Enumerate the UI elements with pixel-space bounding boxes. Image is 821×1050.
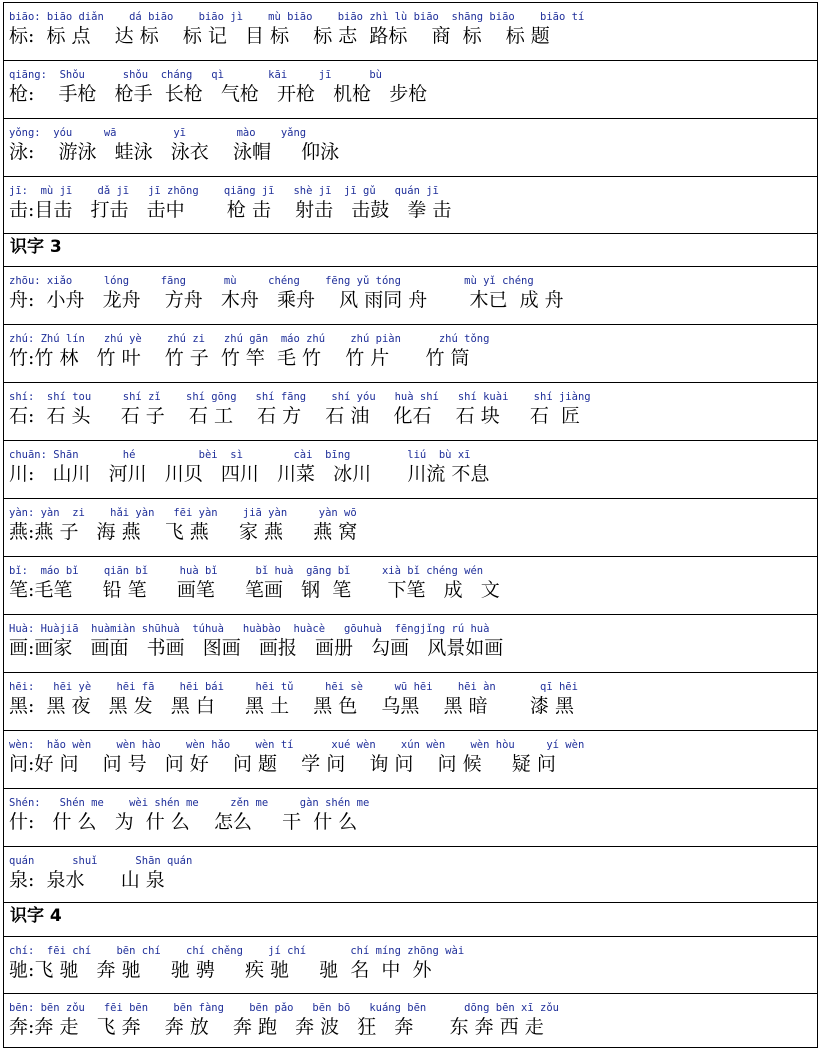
pinyin-line: yǒng: yóu wā yī mào yǎng — [9, 127, 307, 139]
pinyin-line: chuān: Shān hé bèi sì cài bīng liú bù xī — [9, 449, 471, 461]
hanzi-line: 驰:飞 驰 奔 驰 驰 骋 疾 驰 驰 名 中 外 — [9, 959, 432, 981]
vocabulary-table — [3, 2, 818, 1048]
table-row — [3, 614, 818, 672]
pinyin-line: qiāng: Shǒu shǒu cháng qì kāi jī bù — [9, 69, 382, 81]
pinyin-line: bǐ: máo bǐ qiān bǐ huà bǐ bǐ huà gāng bǐ xià bǐ chéng wén — [9, 565, 484, 577]
hanzi-line: 问:好 问 问 号 问 好 问 题 学 问 询 问 问 候 疑 问 — [9, 753, 556, 775]
hanzi-line: 燕:燕 子 海 燕 飞 燕 家 燕 燕 窝 — [9, 521, 358, 543]
hanzi-line: 竹:竹 林 竹 叶 竹 子 竹 竿 毛 竹 竹 片 竹 筒 — [9, 347, 470, 369]
pinyin-line: Huà: Huàjiā huàmiàn shūhuà túhuà huàbào huàcè gōuhuà fēngjǐng rú huà — [9, 623, 490, 635]
table-row — [3, 672, 818, 730]
hanzi-line: 石: 石 头 石 子 石 工 石 方 石 油 化石 石 块 石 匠 — [9, 405, 580, 427]
section-heading: 识字 3 — [10, 237, 62, 257]
hanzi-line: 枪: 手枪 枪手 长枪 气枪 开枪 机枪 步枪 — [9, 83, 428, 105]
table-row — [3, 176, 818, 233]
hanzi-line: 泳: 游泳 蛙泳 泳衣 泳帽 仰泳 — [9, 141, 340, 163]
table-row — [3, 60, 818, 118]
table-row — [3, 936, 818, 993]
hanzi-line: 标: 标 点 达 标 标 记 目 标 标 志 路标 商 标 标 题 — [9, 25, 550, 47]
hanzi-line: 奔:奔 走 飞 奔 奔 放 奔 跑 奔 波 狂 奔 东 奔 西 走 — [9, 1016, 544, 1038]
pinyin-line: zhōu: xiǎo lóng fāng mù chéng fēng yǔ tóng mù yǐ chéng — [9, 275, 534, 287]
table-row — [3, 382, 818, 440]
pinyin-line: hēi: hēi yè hēi fā hēi bái hēi tǔ hēi sè wū hēi hēi àn qī hēi — [9, 681, 578, 693]
pinyin-line: biāo: biāo diǎn dá biāo biāo jì mù biāo biāo zhì lù biāo shāng biāo biāo tí — [9, 11, 585, 23]
pinyin-line: jī: mù jī dǎ jī jī zhōng qiāng jī shè jī jī gǔ quán jī — [9, 185, 439, 197]
pinyin-line: yàn: yàn zi hǎi yàn fēi yàn jiā yàn yàn wō — [9, 507, 357, 519]
hanzi-line: 舟: 小舟 龙舟 方舟 木舟 乘舟 风 雨同 舟 木已 成 舟 — [9, 289, 564, 311]
hanzi-line: 川: 山川 河川 川贝 四川 川菜 冰川 川流 不息 — [9, 463, 490, 485]
table-row — [3, 2, 818, 60]
hanzi-line: 泉: 泉水 山 泉 — [9, 869, 165, 891]
pinyin-line: shí: shí tou shí zǐ shí gōng shí fāng shí yóu huà shí shí kuài shí jiàng — [9, 391, 591, 403]
hanzi-line: 笔:毛笔 铅 笔 画笔 笔画 钢 笔 下笔 成 文 — [9, 579, 500, 601]
table-row — [3, 118, 818, 176]
table-row — [3, 846, 818, 902]
pinyin-line: Shén: Shén me wèi shén me zěn me gàn shén me — [9, 797, 370, 809]
hanzi-line: 画:画家 画面 书画 图画 画报 画册 勾画 风景如画 — [9, 637, 504, 659]
table-row — [3, 788, 818, 846]
pinyin-line: wèn: hǎo wèn wèn hào wèn hǎo wèn tí xué wèn xún wèn wèn hòu yí wèn — [9, 739, 585, 751]
pinyin-line: quán shuǐ Shān quán — [9, 855, 193, 867]
table-row — [3, 993, 818, 1048]
pinyin-line: chí: fēi chí bēn chí chí chěng jí chí chí míng zhōng wài — [9, 945, 465, 957]
table-row — [3, 440, 818, 498]
hanzi-line: 什: 什 么 为 什 么 怎么 干 什 么 — [9, 811, 358, 833]
section-heading-row — [3, 233, 818, 266]
hanzi-line: 击:目击 打击 击中 枪 击 射击 击鼓 拳 击 — [9, 199, 452, 221]
section-heading: 识字 4 — [10, 906, 62, 926]
pinyin-line: zhú: Zhú lín zhú yè zhú zi zhú gān máo zhú zhú piàn zhú tǒng — [9, 333, 490, 345]
table-row — [3, 556, 818, 614]
table-row — [3, 498, 818, 556]
table-row — [3, 266, 818, 324]
pinyin-line: bēn: bēn zǒu fēi bēn bēn fàng bēn pǎo bēn bō kuáng bēn dōng bēn xī zǒu — [9, 1002, 559, 1014]
table-row — [3, 730, 818, 788]
table-row — [3, 324, 818, 382]
section-heading-row — [3, 902, 818, 936]
hanzi-line: 黑: 黑 夜 黑 发 黑 白 黑 土 黑 色 乌黑 黑 暗 漆 黑 — [9, 695, 574, 717]
